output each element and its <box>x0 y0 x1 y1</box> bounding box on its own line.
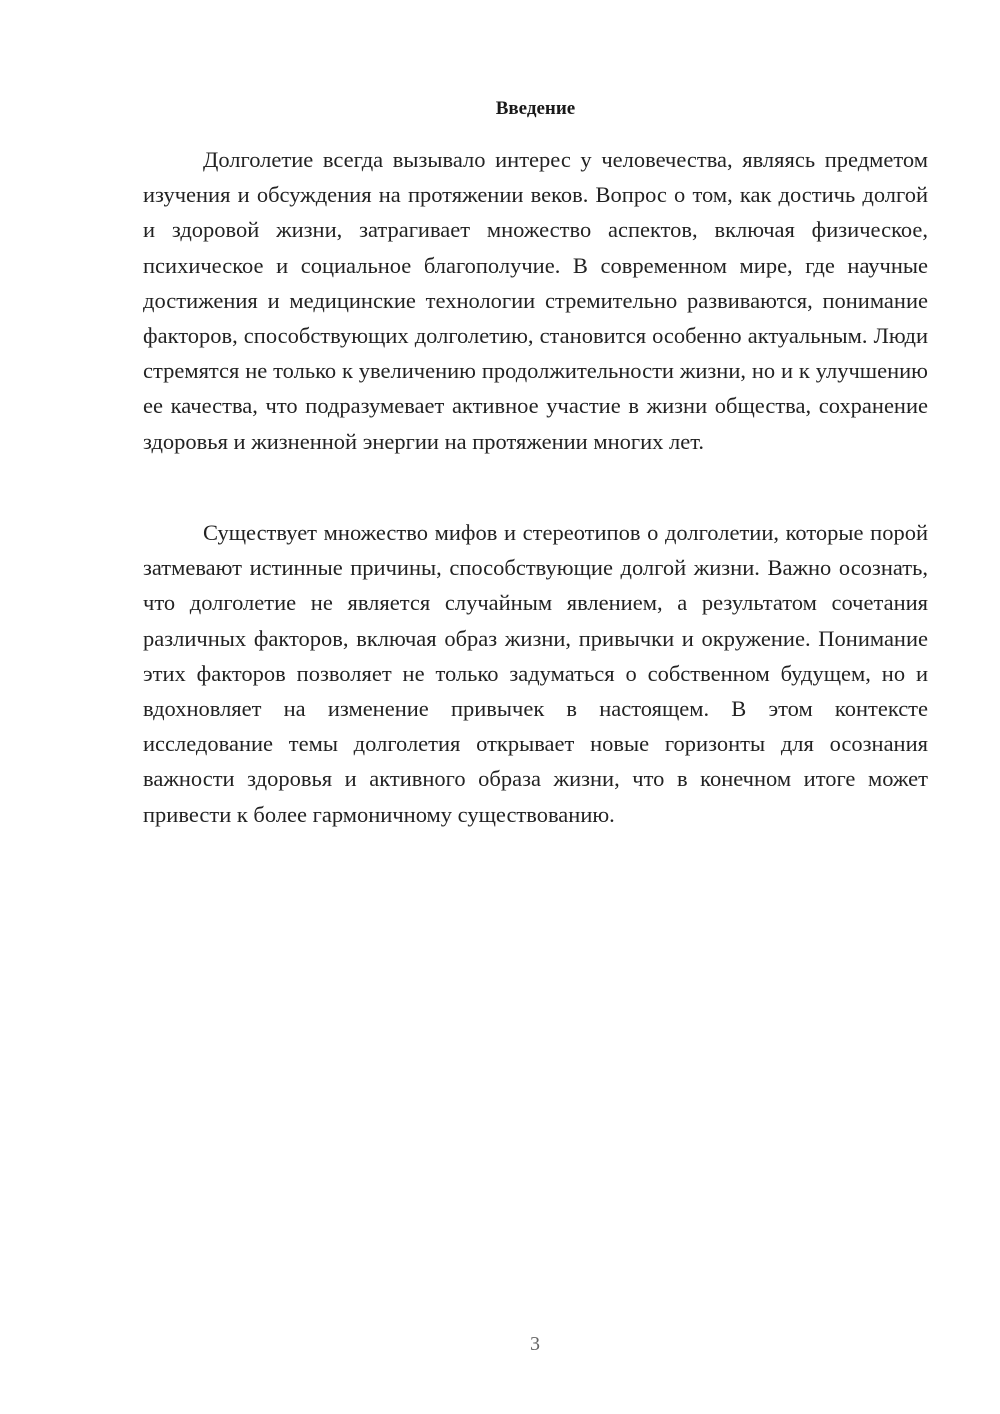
page-number: 3 <box>530 1333 540 1355</box>
paragraph-1: Долголетие всегда вызывало интерес у человечества, являясь предметом изучения и обсуждения на протяжении веков. Вопрос о том, как достичь долгой и здоровой жизни, затрагивает множество аспектов, включая физическое, психическое и социальное благополучие. В современном мире, где научные достижения и медицинские технологии стремительно развиваются, понимание факторов, способствующих долголетию, становится особенно актуальным. Люди стремятся не только к увеличению продолжительности жизни, но и к улучшению ее качества, что подразумевает активное участие в жизни общества, сохранение здоровья и жизненной энергии на протяжении многих лет. <box>143 147 928 454</box>
section-title: Введение <box>495 98 576 119</box>
paragraph-2: Существует множество мифов и стереотипов о долголетии, которые порой затмевают истинные причины, способствующие долгой жизни. Важно осознать, что долголетие не является случайным явлением, а результатом сочетания различных факторов, включая образ жизни, привычки и окружение. Понимание этих факторов позволяет не только задуматься о собственном будущем, но и вдохновляет на изменение привычек в настоящем. В этом контексте исследование темы долголетия открывает новые горизонты для осознания важности здоровья и активного образа жизни, что в конечном итоге может привести к более гармоничному существованию. <box>143 520 928 827</box>
